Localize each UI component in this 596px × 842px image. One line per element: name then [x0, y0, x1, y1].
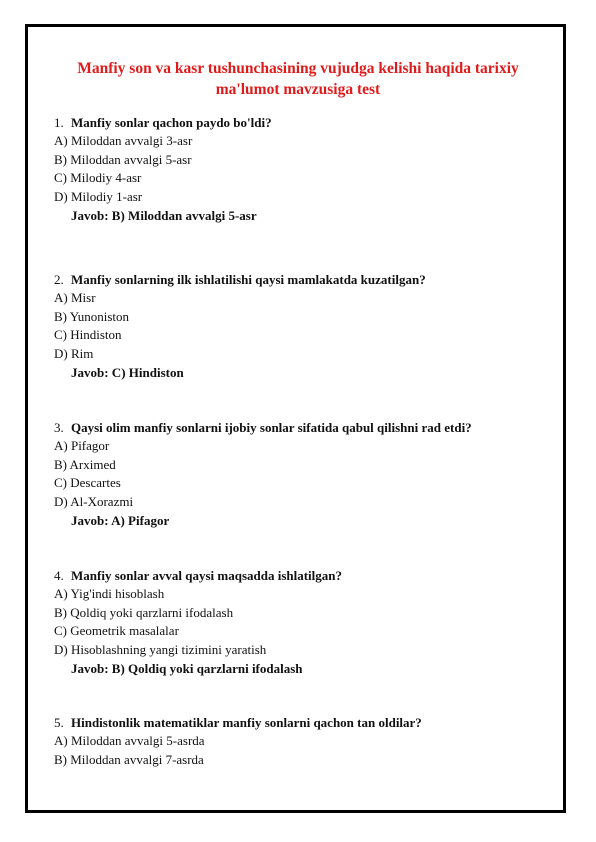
- question-block-5: [54, 713, 554, 769]
- question-line: [54, 566, 554, 585]
- question-text: Manfiy sonlar qachon paydo bo'ldi?: [71, 115, 272, 130]
- question-line: [54, 113, 554, 132]
- option-b: B) Qoldiq yoki qarzlarni ifodalash: [54, 604, 234, 620]
- question-text: Manfiy sonlar avval qaysi maqsadda ishlatilgan?: [71, 568, 343, 583]
- option-a: A) Pifagor: [54, 438, 110, 453]
- answer-line: Javob: A) Pifagor: [71, 513, 170, 528]
- question-number: 1.: [54, 115, 64, 130]
- question-number: 3.: [54, 420, 64, 435]
- question-line: [54, 418, 554, 437]
- option-b: B) Miloddan avvalgi 5-asr: [54, 151, 192, 167]
- option-a: A) Miloddan avvalgi 3-asr: [54, 133, 193, 148]
- option-d: D) Al-Xorazmi: [54, 493, 134, 509]
- option-c: C) Milodiy 4-asr: [54, 170, 142, 185]
- answer-line: Javob: C) Hindiston: [71, 365, 184, 380]
- question-text: Qaysi olim manfiy sonlarni ijobiy sonlar sifatida qabul qilishni rad etdi?: [71, 420, 472, 435]
- question-block-2: [54, 270, 554, 382]
- question-text: Hindistonlik matematiklar manfiy sonlarni qachon tan oldilar?: [71, 715, 422, 730]
- question-block-4: [54, 566, 554, 678]
- option-d: D) Hisoblashning yangi tizimini yaratish: [54, 641, 267, 657]
- option-b: B) Miloddan avvalgi 7-asrda: [54, 751, 204, 767]
- option-c: C) Geometrik masalalar: [54, 623, 179, 638]
- option-a: A) Misr: [54, 290, 96, 305]
- question-number: 4.: [54, 568, 64, 583]
- question-line: [54, 713, 554, 732]
- page-title: [40, 58, 556, 100]
- option-d: D) Rim: [54, 345, 94, 361]
- title-line-1: Manfiy son va kasr tushunchasining vujudga kelishi haqida tarixiy: [77, 60, 519, 77]
- option-d: D) Milodiy 1-asr: [54, 188, 143, 204]
- question-number: 5.: [54, 715, 64, 730]
- question-block-1: [54, 113, 554, 225]
- question-line: [54, 270, 554, 289]
- option-a: A) Yig'indi hisoblash: [54, 586, 165, 601]
- question-text: Manfiy sonlarning ilk ishlatilishi qaysi mamlakatda kuzatilgan?: [71, 272, 426, 287]
- option-b: B) Arximed: [54, 456, 116, 472]
- option-b: B) Yunoniston: [54, 308, 129, 324]
- answer-line: Javob: B) Miloddan avvalgi 5-asr: [71, 208, 257, 223]
- question-number: 2.: [54, 272, 64, 287]
- question-block-3: [54, 418, 554, 530]
- title-line-2: ma'lumot mavzusiga test: [215, 81, 381, 98]
- option-c: C) Descartes: [54, 475, 121, 490]
- option-a: A) Miloddan avvalgi 5-asrda: [54, 733, 205, 748]
- option-c: C) Hindiston: [54, 327, 122, 342]
- answer-line: Javob: B) Qoldiq yoki qarzlarni ifodalash: [71, 661, 303, 676]
